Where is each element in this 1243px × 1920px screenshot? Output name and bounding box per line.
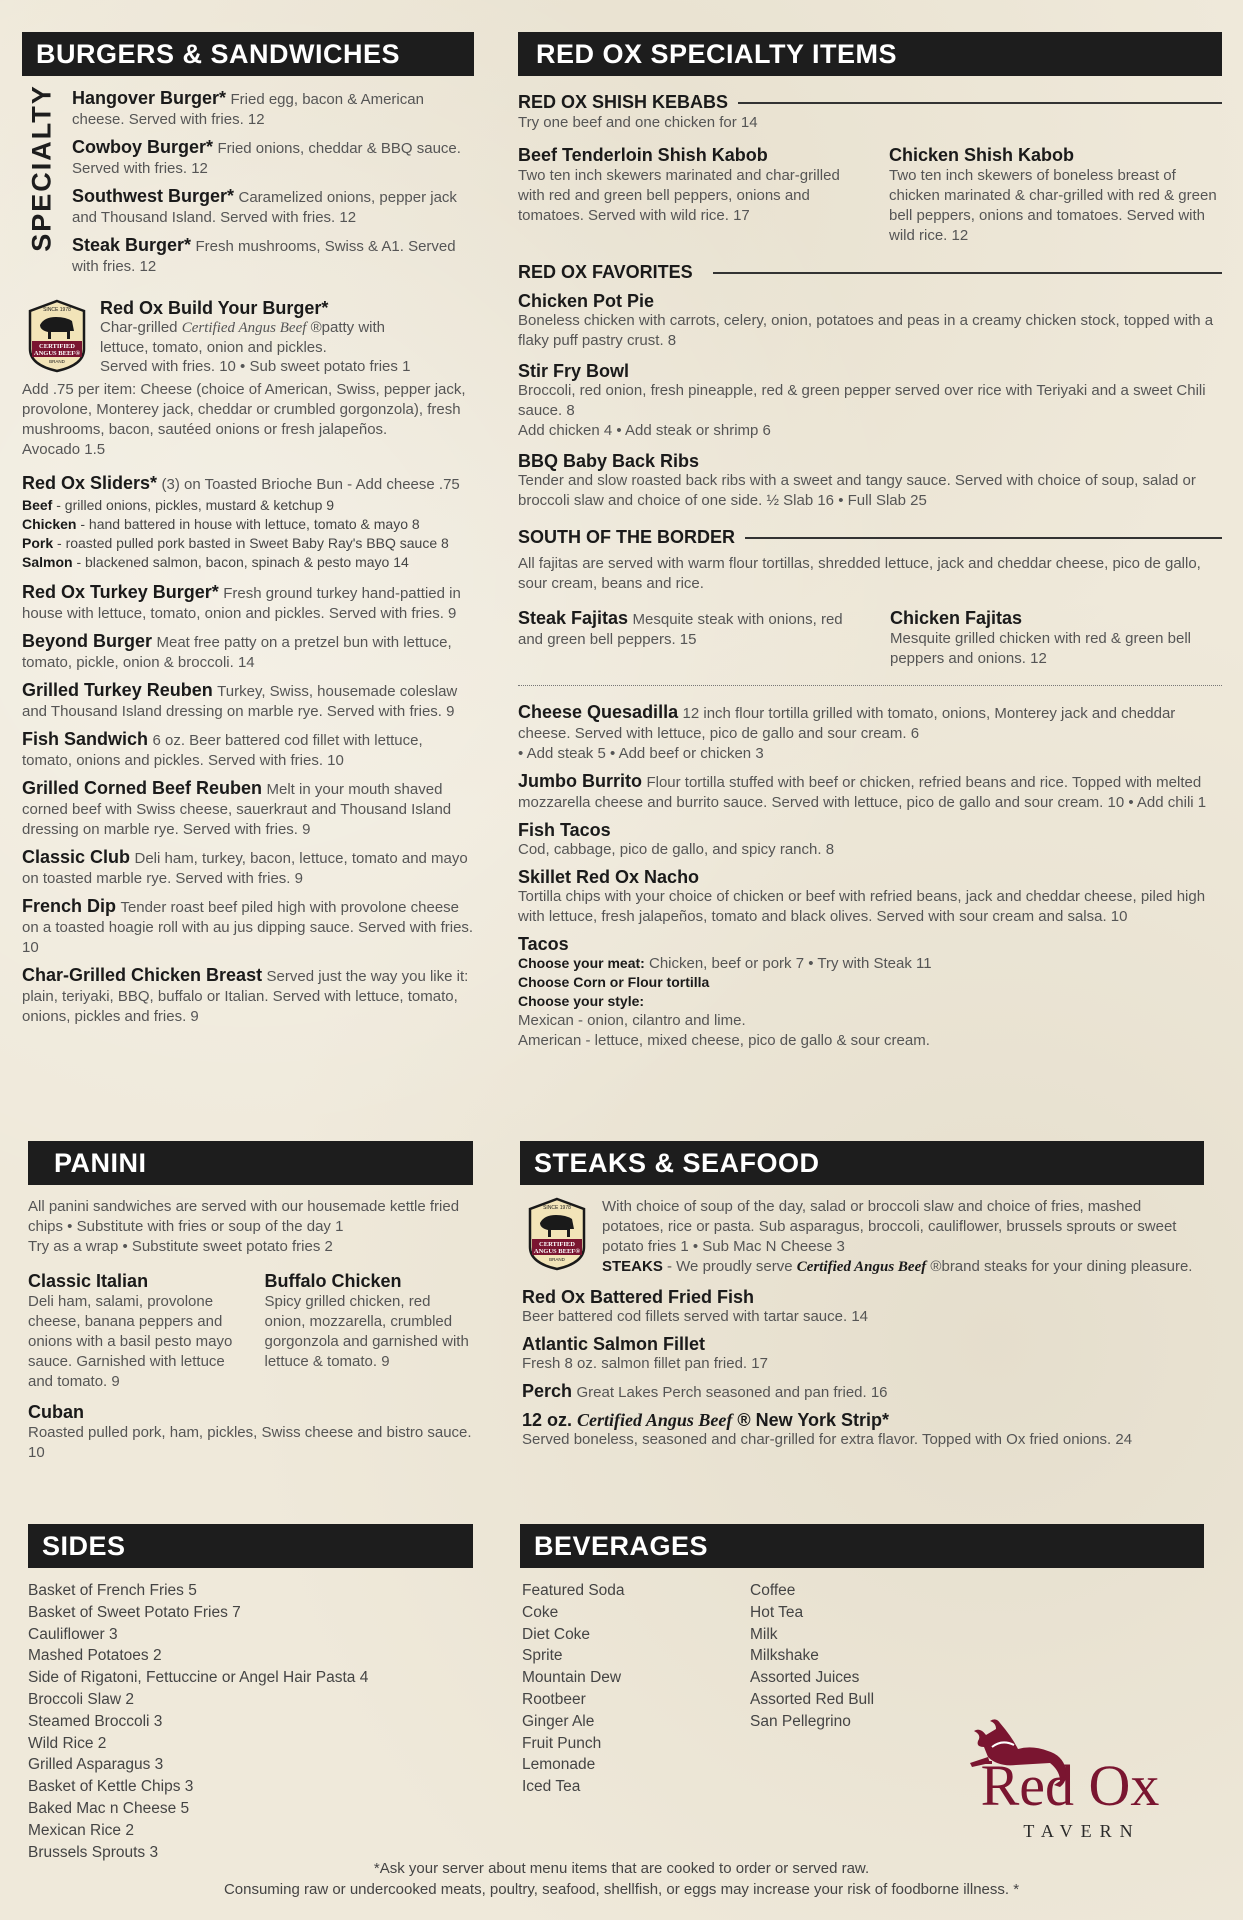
menu-item: Chicken Shish Kabob Two ten inch skewers of boneless breast of chicken marinated & char-grilled with red & green bell peppers, onions and tomatoes. Served with wild rice. 12 xyxy=(889,145,1217,244)
side-item: Basket of French Fries 5 xyxy=(28,1582,197,1599)
red-ox-logo xyxy=(930,1715,1210,1845)
steaks-header: STEAKS & SEAFOOD xyxy=(520,1141,1204,1185)
side-item: Wild Rice 2 xyxy=(28,1734,107,1752)
side-item: Grilled Asparagus 3 xyxy=(28,1756,164,1774)
beverage-item: Milkshake xyxy=(750,1647,819,1665)
menu-item: Jumbo Burrito Flour tortilla stuffed with beef or chicken, refried beans and rice. Topped with melted mozzarella cheese and burrito sauce. Served with lettuce, pico de gallo and sour cream. 10 • Add chili 1 xyxy=(518,771,1207,811)
menu-item: Grilled Corned Beef Reuben Melt in your mouth shaved corned beef with Swiss cheese, sauerkraut and Thousand Island dressing on marble rye. Served with fries. 9 xyxy=(22,778,452,838)
side-item: Basket of Kettle Chips 3 xyxy=(28,1778,194,1796)
beverage-item: Featured Soda xyxy=(522,1582,625,1599)
side-item: Mashed Potatoes 2 xyxy=(28,1647,162,1665)
specialty-burgers xyxy=(22,84,474,277)
sides-section xyxy=(28,1524,473,1863)
menu-item: Classic Club Deli ham, turkey, bacon, lettuce, tomato and mayo on toasted marble rye. Served with fries. 9 xyxy=(22,847,468,887)
menu-item: Cowboy Burger* Fried onions, cheddar & BBQ sauce. Served with fries. 12 xyxy=(72,137,461,177)
menu-item: Stir Fry Bowl Broccoli, red onion, fresh pineapple, red & green pepper served over rice with Teriyaki and a sweet Chili sauce. 8 Add chicken 4 • Add steak or shrimp 6 xyxy=(518,361,1206,439)
svg-text:CERTIFIED: CERTIFIED xyxy=(39,343,75,350)
build-addons: Add .75 per item: Cheese (choice of American, Swiss, pepper jack, provolone, Monterey jack, cheddar or crumbled gorgonzola), fresh mushrooms, bacon, sautéed onions or fresh jalapeños. xyxy=(22,381,466,438)
specialty-vertical-label: SPECIALTY xyxy=(26,84,57,252)
menu-item: Chicken Fajitas Mesquite grilled chicken with red & green bell peppers and onions. 12 xyxy=(890,608,1191,667)
specialty-header: RED OX SPECIALTY ITEMS xyxy=(518,32,1222,76)
divider xyxy=(518,685,1222,686)
sides-header: SIDES xyxy=(28,1524,473,1568)
side-item: Basket of Sweet Potato Fries 7 xyxy=(28,1603,241,1621)
beverage-item: Diet Coke xyxy=(522,1625,591,1643)
certified-angus-badge-icon xyxy=(26,299,88,371)
side-item: Side of Rigatoni, Fettuccine or Angel Hair Pasta 4 xyxy=(28,1669,369,1687)
sliders: Red Ox Sliders* (3) on Toasted Brioche Bun - Add cheese .75 Beef - grilled onions, pickles, mustard & ketchup 9 Chicken - hand battered in house with lettuce, tomato & mayo 8 Pork - roasted pulled pork basted in Sweet Baby Ray's BBQ sauce 8 Salmon - blackened salmon, bacon, spinach & pesto mayo 14 xyxy=(22,473,460,570)
sides-list xyxy=(28,1580,473,1863)
border-intro: All fajitas are served with warm flour tortillas, shredded lettuce, jack and cheddar cheese, pico de gallo, sour cream, beans and rice. xyxy=(518,555,1201,592)
beverage-item: Coffee xyxy=(750,1582,796,1599)
kebabs-subhead: RED OX SHISH KEBABS xyxy=(518,92,1222,113)
menu-item: Chicken Pot Pie Boneless chicken with carrots, celery, onion, potatoes and peas in a creamy chicken stock, topped with a flaky puff pastry crust. 8 xyxy=(518,291,1214,349)
menu-item: Tacos Choose your meat: Chicken, beef or pork 7 • Try with Steak 11 Choose Corn or Flour tortilla Choose your style: Mexican - onion, cilantro and lime. American - lettuce, mixed cheese, pico de gallo & sour cream. xyxy=(518,934,932,1049)
side-item: Cauliflower 3 xyxy=(28,1625,118,1643)
menu-item: Buffalo Chicken Spicy grilled chicken, red onion, mozzarella, crumbled gorgonzola and garnished with lettuce & tomato. 9 xyxy=(264,1271,469,1370)
menu-item: Red Ox Turkey Burger* Fresh ground turkey hand-pattied in house with lettuce, tomato, onion and pickles. Served with fries. 9 xyxy=(22,582,461,622)
svg-text:SINCE 1978: SINCE 1978 xyxy=(543,1205,571,1211)
kebabs-note: Try one beef and one chicken for 14 xyxy=(518,114,758,131)
beverage-item: Assorted Juices xyxy=(750,1669,860,1687)
svg-text:Red Ox: Red Ox xyxy=(980,1753,1160,1818)
menu-item: Grilled Turkey Reuben Turkey, Swiss, housemade coleslaw and Thousand Island dressing on marble rye. Served with fries. 9 xyxy=(22,680,458,720)
menu-item: Steak Burger* Fresh mushrooms, Swiss & A1. Served with fries. 12 xyxy=(72,235,456,275)
menu-item: Southwest Burger* Caramelized onions, pepper jack and Thousand Island. Served with fries. 12 xyxy=(72,186,457,226)
beverage-item: Milk xyxy=(750,1625,778,1643)
burgers-header: BURGERS & SANDWICHES xyxy=(22,32,474,76)
beverage-item: Coke xyxy=(522,1603,559,1621)
beverage-item: Rootbeer xyxy=(522,1690,586,1708)
menu-item: French Dip Tender roast beef piled high with provolone cheese on a toasted hoagie roll with au jus dipping sauce. Served with fries. 10 xyxy=(22,896,474,956)
build-burger-name: Red Ox Build Your Burger* xyxy=(100,298,329,318)
beverage-item: Iced Tea xyxy=(522,1778,581,1796)
menu-item: Cheese Quesadilla 12 inch flour tortilla grilled with tomato, onions, Monterey jack and cheddar cheese. Served with lettuce, pico de gallo and sour cream. 6 • Add steak 5 • Add beef or chicken 3 xyxy=(518,702,1176,762)
certified-angus-badge-icon xyxy=(526,1197,588,1269)
menu-item: 12 oz. Certified Angus Beef ® New York Strip* Served boneless, seasoned and char-grilled for extra flavor. Topped with Ox fried onions. 24 xyxy=(522,1410,1133,1448)
svg-text:BRAND: BRAND xyxy=(49,359,65,364)
menu-item: Cuban Roasted pulled pork, ham, pickles, Swiss cheese and bistro sauce. 10 xyxy=(28,1402,472,1461)
side-item: Mexican Rice 2 xyxy=(28,1821,134,1839)
menu-item: Classic Italian Deli ham, salami, provolone cheese, banana peppers and onions with a basil pesto mayo sauce. Garnished with lettuce and tomato. 9 xyxy=(28,1271,233,1390)
steaks-intro: With choice of soup of the day, salad or broccoli slaw and choice of fries, mashed potatoes, rice or pasta. Sub asparagus, broccoli, cauliflower, brussels sprouts or sweet potato fries 1 • Sub Mac N Cheese 3 xyxy=(602,1198,1177,1255)
menu-item: Beef Tenderloin Shish Kabob Two ten inch skewers marinated and char-grilled with red and green bell peppers, onions and tomatoes. Served with wild rice. 17 xyxy=(518,145,840,224)
panini-intro2: Try as a wrap • Substitute sweet potato fries 2 xyxy=(28,1238,333,1255)
svg-text:CERTIFIED: CERTIFIED xyxy=(539,1241,575,1248)
side-item: Baked Mac n Cheese 5 xyxy=(28,1799,190,1817)
left-column xyxy=(22,32,474,1027)
beverage-item: Hot Tea xyxy=(750,1603,804,1621)
svg-text:TAVERN: TAVERN xyxy=(1023,1821,1141,1841)
beverage-item: Assorted Red Bull xyxy=(750,1690,875,1708)
panini-section xyxy=(28,1141,473,1463)
panini-header: PANINI xyxy=(28,1141,473,1185)
avocado-addon: Avocado 1.5 xyxy=(22,441,106,458)
side-item: Broccoli Slaw 2 xyxy=(28,1690,134,1708)
side-item: Brussels Sprouts 3 xyxy=(28,1843,159,1861)
beverage-item: Lemonade xyxy=(522,1756,596,1774)
favorites-subhead: RED OX FAVORITES xyxy=(518,262,1222,283)
menu-item: Perch Great Lakes Perch seasoned and pan fried. 16 xyxy=(522,1381,888,1401)
beverage-item: San Pellegrino xyxy=(750,1712,851,1730)
steaks-section xyxy=(520,1141,1204,1450)
menu-item: Skillet Red Ox Nacho Tortilla chips with your choice of chicken or beef with refried beans, jack and cheddar cheese, piled high with lettuce, fresh jalapeños, tomato and black olives. Served with sour cream and salsa. 10 xyxy=(518,867,1206,925)
menu-item: BBQ Baby Back Ribs Tender and slow roasted back ribs with a sweet and tangy sauce. Served with choice of soup, salad or broccoli slaw and choice of one side. ½ Slab 16 • Full Slab 25 xyxy=(518,451,1196,509)
menu-item: Fish Tacos Cod, cabbage, pico de gallo, and spicy ranch. 8 xyxy=(518,820,835,858)
burger-items xyxy=(22,582,474,1027)
svg-text:ANGUS BEEF®: ANGUS BEEF® xyxy=(533,1248,581,1255)
beverages-col2 xyxy=(750,1580,874,1798)
footer-disclaimer: *Ask your server about menu items that are cooked to order or served raw. Consuming raw or undercooked meats, poultry, seafood, shellfish, or eggs may increase your risk of foodborne illness. * xyxy=(223,1860,1020,1898)
build-burger: SINCE 1978 CERTIFIED ANGUS BEEF® BRAND Red Ox Build Your Burger* Char-grilled Certified Angus Beef ®patty with lettuce, tomato, onion and pickles. Served with fries. 10 • Sub sweet potato fries 1 xyxy=(22,299,474,376)
border-subhead: SOUTH OF THE BORDER xyxy=(518,527,1222,548)
steaks-note: STEAKS - We proudly serve Certified Angus Beef ®brand steaks for your dining pleasure. xyxy=(602,1258,1193,1275)
ox-logo-icon xyxy=(930,1715,1210,1845)
svg-text:ANGUS BEEF®: ANGUS BEEF® xyxy=(33,350,81,357)
svg-text:SINCE 1978: SINCE 1978 xyxy=(43,307,71,313)
beverage-item: Sprite xyxy=(522,1647,563,1665)
beverage-item: Fruit Punch xyxy=(522,1734,602,1752)
menu-item: Fish Sandwich 6 oz. Beer battered cod fillet with lettuce, tomato, onions and pickles. Served with fries. 10 xyxy=(22,729,423,769)
svg-text:BRAND: BRAND xyxy=(549,1257,565,1262)
right-column xyxy=(518,32,1222,1051)
beverage-item: Ginger Ale xyxy=(522,1712,595,1730)
beverages-header: BEVERAGES xyxy=(520,1524,1204,1568)
menu-item: Beyond Burger Meat free patty on a pretzel bun with lettuce, tomato, pickle, onion & broccoli. 14 xyxy=(22,631,452,671)
side-item: Steamed Broccoli 3 xyxy=(28,1712,163,1730)
beverages-col1 xyxy=(522,1580,750,1798)
menu-item: Char-Grilled Chicken Breast Served just the way you like it: plain, teriyaki, BBQ, buffalo or Italian. Served with lettuce, tomato, onions, pickles and fries. 9 xyxy=(22,965,469,1025)
beverage-item: Mountain Dew xyxy=(522,1669,622,1687)
menu-item: Steak Fajitas Mesquite steak with onions, red and green bell peppers. 15 xyxy=(518,608,843,648)
menu-item: Red Ox Battered Fried Fish Beer battered cod fillets served with tartar sauce. 14 xyxy=(522,1287,869,1325)
panini-intro: All panini sandwiches are served with our housemade kettle fried chips • Substitute with fries or soup of the day 1 xyxy=(28,1198,460,1235)
menu-item: Atlantic Salmon Fillet Fresh 8 oz. salmon fillet pan fried. 17 xyxy=(522,1334,768,1372)
menu-item: Hangover Burger* Fried egg, bacon & American cheese. Served with fries. 12 xyxy=(72,88,424,128)
